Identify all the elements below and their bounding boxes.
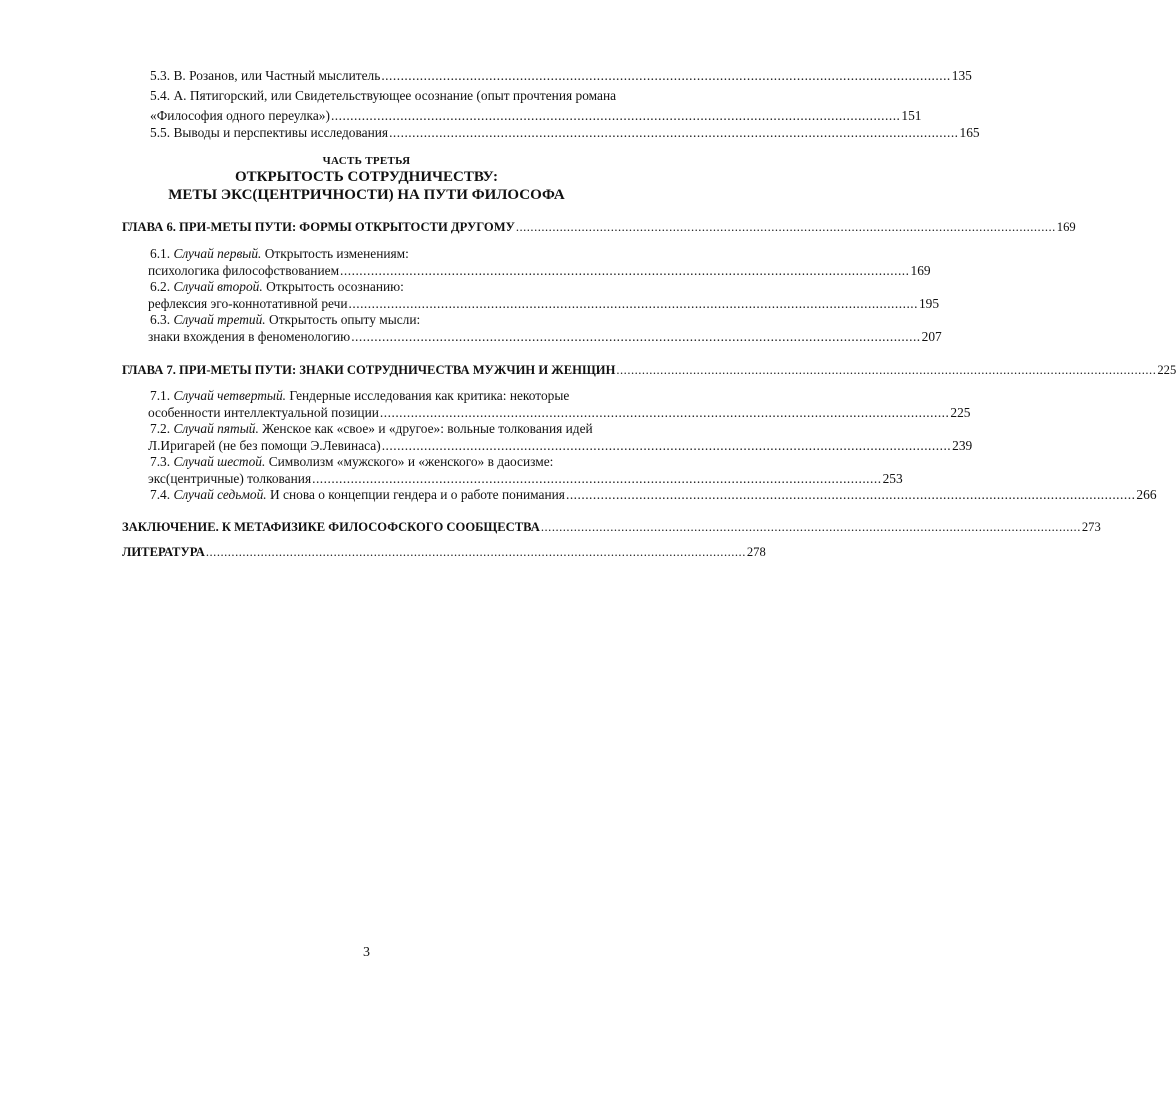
entry-page: 169 <box>910 263 931 278</box>
entry-title-line1: Женское как «свое» и «другое»: вольные толкования идей <box>258 421 593 436</box>
part-label: ЧАСТЬ ТРЕТЬЯ <box>322 155 411 167</box>
entry-number: 5.4. <box>150 88 171 103</box>
leader-dots: .................................................................................................................................................... <box>351 329 921 344</box>
entry-page: 239 <box>952 438 973 453</box>
leader-dots: .................................................................................................................................................... <box>348 296 918 311</box>
leader-dots: .................................................................................................................................................... <box>565 487 1136 502</box>
entry-page: 195 <box>918 296 940 311</box>
toc-chapter-7 <box>122 362 1176 379</box>
entry-number: 5.5. <box>150 125 171 140</box>
toc-entry-7-2 <box>148 420 973 454</box>
entry-title-line2: особенности интеллектуальной позиции <box>148 405 379 420</box>
toc-chapter-6 <box>122 219 1076 236</box>
toc-entry-6-3 <box>148 311 942 345</box>
entry-title-line2: Л.Иригарей (не без помощи Э.Левинаса) <box>148 438 381 453</box>
toc-entry-6-2 <box>148 278 940 312</box>
page-number: 3 <box>363 945 370 960</box>
entry-page: 253 <box>882 471 903 486</box>
entry-case: Случай четвертый. <box>173 388 286 403</box>
entry-number: 6.2. <box>150 279 171 294</box>
entry-number: 7.4. <box>150 487 171 502</box>
chapter-title: ГЛАВА 6. ПРИ-МЕТЫ ПУТИ: ФОРМЫ ОТКРЫТОСТИ ДРУГОМУ <box>122 220 515 234</box>
entry-title-line1: Открытость изменениям: <box>261 246 409 261</box>
toc-literature <box>122 544 766 561</box>
toc-entry-5-4 <box>150 87 922 124</box>
entry-title-line2: «Философия одного переулка») <box>150 108 330 123</box>
leader-dots: .................................................................................................................................................... <box>205 545 746 559</box>
entry-title: И снова о концепции гендера и о работе понимания <box>266 487 565 502</box>
entry-title: В. Розанов, или Частный мыслитель <box>173 68 381 83</box>
entry-case: Случай пятый. <box>173 421 259 436</box>
entry-title-line2: знаки вхождения в феноменологию <box>148 329 351 344</box>
leader-dots: .................................................................................................................................................... <box>389 125 959 140</box>
toc-conclusion <box>122 519 1101 536</box>
entry-page: 165 <box>959 125 980 140</box>
entry-number: 6.1. <box>150 246 171 261</box>
entry-page: 266 <box>1136 487 1157 502</box>
chapter-page: 225 <box>1157 363 1176 377</box>
entry-number: 7.2. <box>150 421 171 436</box>
leader-dots: .................................................................................................................................................... <box>540 520 1081 534</box>
entry-title-line2: психологика философствованием <box>148 263 340 278</box>
entry-number: 5.3. <box>150 68 171 83</box>
entry-title-line1: Символизм «мужского» и «женского» в даосизме: <box>265 454 554 469</box>
entry-number: 7.1. <box>150 388 171 403</box>
entry-title-line1: Гендерные исследования как критика: некоторые <box>286 388 570 403</box>
entry-page: 207 <box>921 329 942 344</box>
entry-title-line2: рефлексия эго-коннотативной речи <box>148 296 348 311</box>
leader-dots: .................................................................................................................................................... <box>379 405 950 420</box>
leader-dots: .................................................................................................................................................... <box>616 363 1157 377</box>
leader-dots: .................................................................................................................................................... <box>330 108 901 123</box>
entry-case: Случай третий. <box>173 312 266 327</box>
entry-title: Выводы и перспективы исследования <box>173 125 389 140</box>
entry-title-line1: А. Пятигорский, или Свидетельствующее осознание (опыт прочтения романа <box>173 88 617 103</box>
leader-dots: .................................................................................................................................................... <box>340 263 910 278</box>
toc-entry-7-4 <box>150 486 1157 503</box>
literature-page: 278 <box>746 545 766 559</box>
toc-entry-7-1 <box>148 387 971 421</box>
chapter-page: 169 <box>1056 220 1076 234</box>
conclusion-page: 273 <box>1081 520 1101 534</box>
entry-page: 225 <box>950 405 971 420</box>
entry-title-line2: экс(центричные) толкования <box>148 471 312 486</box>
entry-case: Случай второй. <box>173 279 263 294</box>
entry-title-line1: Открытость осознанию: <box>262 279 404 294</box>
conclusion-title: ЗАКЛЮЧЕНИЕ. К МЕТАФИЗИКЕ ФИЛОСОФСКОГО СООБЩЕСТВА <box>122 520 540 534</box>
entry-case: Случай седьмой. <box>173 487 267 502</box>
entry-page: 135 <box>951 68 972 83</box>
entry-case: Случай первый. <box>173 246 262 261</box>
toc-entry-7-3 <box>148 453 903 487</box>
chapter-title: ГЛАВА 7. ПРИ-МЕТЫ ПУТИ: ЗНАКИ СОТРУДНИЧЕСТВА МУЖЧИН И ЖЕНЩИН <box>122 363 616 377</box>
part-title-line2: МЕТЫ ЭКС(ЦЕНТРИЧНОСТИ) НА ПУТИ ФИЛОСОФА <box>168 187 565 203</box>
entry-number: 6.3. <box>150 312 171 327</box>
leader-dots: .................................................................................................................................................... <box>381 438 952 453</box>
leader-dots: .................................................................................................................................................... <box>381 68 951 83</box>
part-title-line1: ОТКРЫТОСТЬ СОТРУДНИЧЕСТВУ: <box>234 169 499 185</box>
toc-entry-5-3 <box>150 67 972 84</box>
literature-title: ЛИТЕРАТУРА <box>122 545 205 559</box>
toc-entry-5-5 <box>150 124 980 141</box>
toc-entry-6-1 <box>148 245 931 279</box>
entry-page: 151 <box>901 108 922 123</box>
leader-dots: .................................................................................................................................................... <box>515 220 1056 234</box>
entry-title-line1: Открытость опыту мысли: <box>265 312 421 327</box>
entry-case: Случай шестой. <box>173 454 266 469</box>
entry-number: 7.3. <box>150 454 171 469</box>
leader-dots: .................................................................................................................................................... <box>312 471 882 486</box>
